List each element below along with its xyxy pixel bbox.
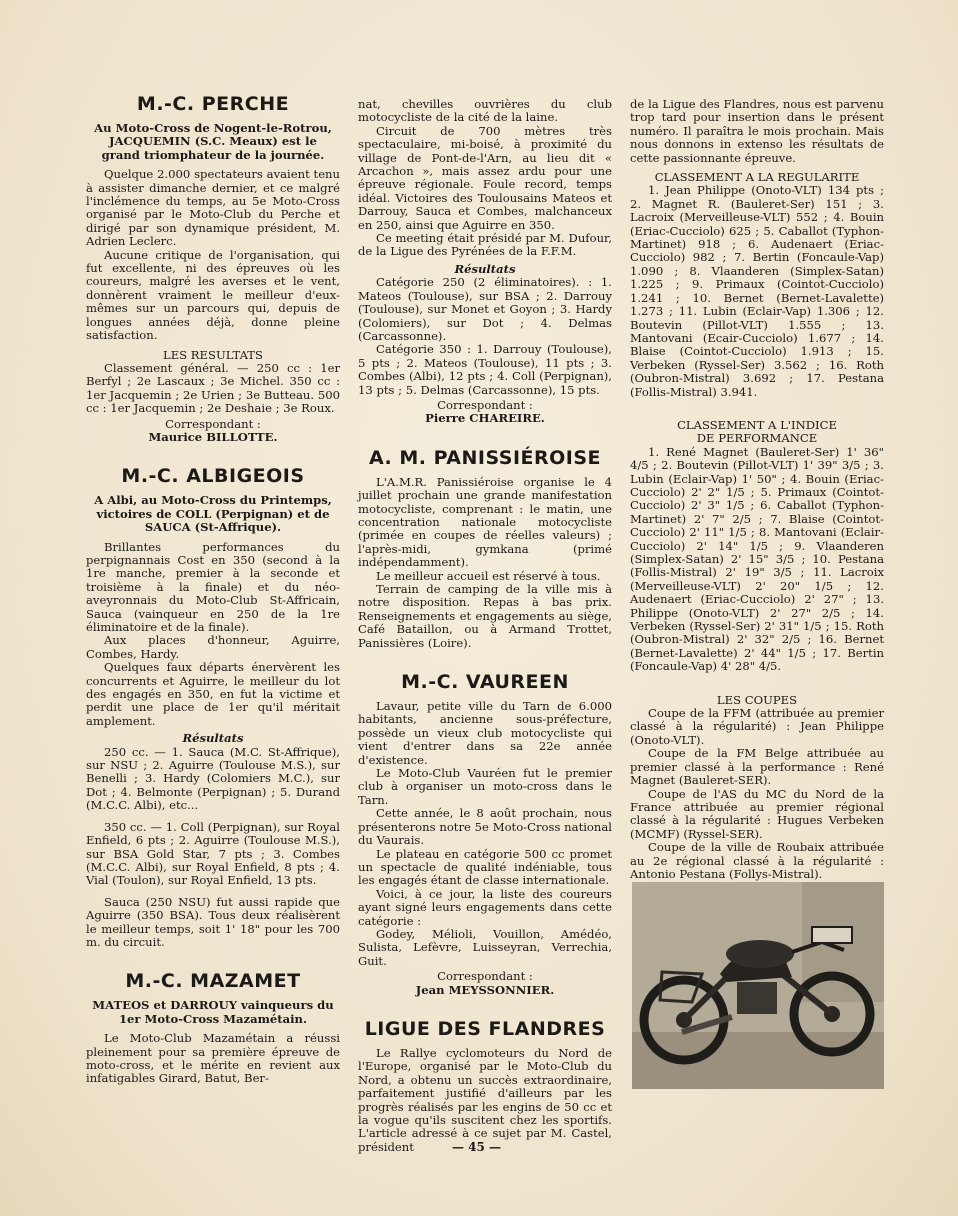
page-number: — 45 — (452, 1140, 502, 1154)
performance-results: 1. René Magnet (Bauleret-Ser) 1' 36" 4/5 ; 2. Boutevin (Pillot-VLT) 1' 39" 3/5 ; 3. Lubin (Eclair-Vap) 1' 50" ; 4. Bouin (Eriac-Cucciolo) 2' 2" 1/5 ; 5. Primaux (Cointot-Cucciolo) 2' 3" 1/5 ; 6. Caballot (Typhon-Martinet) 2' 7" 2/5 ; 7. Blaise (Cointot-Cucciolo) 2' 11" 1/5 ; 8. Mantovani (Eclair-Cucciolo) 2' 14" 1/5 ; 9. Vlaanderen (Simplex-Satan) 2' 15" 3/5 ; 10. Pestana (Follis-Mistral) 2' 19" 3/5 ; 11. Lacroix (Merveilleuse-VLT) 2' 20" 1/5 ; 12. Audenaert (Eriac-Cucciolo) 2' 27" ; 13. Philippe (Onoto-VLT) 2' 27" 2/5 ; 14. Verbeken (Ryssel-Ser) 2' 31" 1/5 ; 15. Roth (Oubron-Mistral) 2' 32" 2/5 ; 16. Bernet (Bernet-Lavalette) 2' 44" 1/5 ; 17. Bertin (Foncaule-Vap) 4' 28" 4/5. (630, 444, 884, 674)
lead-perche: Au Moto-Cross de Nogent-le-Rotrou, JACQUEMIN (S.C. Meaux) est le grand triomphateur de la journée. (94, 121, 332, 162)
performance-heading: CLASSEMENT A L'INDICE (677, 417, 837, 432)
column-middle (358, 98, 612, 1154)
correspondent-name: Jean MEYSSONNIER. (415, 982, 555, 997)
motorcycle-illustration (632, 882, 884, 1089)
results-250: 250 cc. — 1. Sauca (M.C. St-Affrique), sur NSU ; 2. Aguirre (Toulouse M.S.), sur Benelli ; 3. Hardy (Colomiers M.C.), sur Dot ; 4. Belmonte (Perpignan) ; 5. Durand (M.C.C. Albi), etc... (86, 744, 340, 813)
paragraph: Sauca (250 NSU) fut aussi rapide que Aguirre (350 BSA). Tous deux réalisèrent le meilleur temps, soit 1' 18" pour les 700 m. du circuit. (86, 894, 340, 949)
heading-panissieroise: A. M. PANISSIÉROISE (368, 446, 602, 469)
heading-perche: M.-C. PERCHE (136, 93, 290, 115)
column-left (86, 92, 340, 1086)
coupe-entry: Coupe de la FM Belge attribuée au premier classé à la performance : René Magnet (Bauleret-SER). (630, 746, 884, 788)
paragraph: Quelque 2.000 spectateurs avaient tenu à assister dimanche dernier, et ce malgré l'inclémence du temps, au 5e Moto-Cross organisé par le Moto-Club du Perche et dirigé par son dynamique président, M. Adrien Leclerc. (86, 167, 340, 249)
correspondent-label: Correspondant : (437, 969, 533, 984)
paragraph: Lavaur, petite ville du Tarn de 6.000 habitants, ancienne sous-préfecture, possède un vieux club motocycliste qui vient d'entrer dans sa 22e année d'existence. (358, 699, 612, 767)
paragraph: Cette année, le 8 août prochain, nous présenterons notre 5e Moto-Cross national du Vaurais. (358, 806, 612, 848)
paragraph: nat, chevilles ouvrières du club motocycliste de la cité de la laine. (358, 97, 612, 125)
results-350: 350 cc. — 1. Coll (Perpignan), sur Royal Enfield, 6 pts ; 2. Aguirre (Toulouse M.S.), sur BSA Gold Star, 7 pts ; 3. Combes (M.C.C. Albi), sur Royal Enfield, 8 pts ; 4. Vial (Toulon), sur Royal Enfield, 13 pts. (86, 819, 340, 888)
paragraph: Voici, à ce jour, la liste des coureurs ayant signé leurs engagements dans cette catégorie : (358, 886, 612, 928)
paragraph: Terrain de camping de la ville mis à notre disposition. Repas à bas prix. Renseignements et engagements au siège, Café Bataillon, ou à Armand Trottet, Panissières (Loire). (358, 582, 612, 650)
results-text: Classement général. — 250 cc : 1er Berfyl ; 2e Lascaux ; 3e Michel. 350 cc : 1er Jacquemin ; 2e Urien ; 3e Butteau. 500 cc : 1er Jacquemin ; 2e Deshaie ; 3e Roux. (86, 360, 340, 416)
correspondent-name: Pierre CHAREIRE. (425, 411, 545, 426)
motorcycle-photo (632, 882, 884, 1089)
heading-vaureen: M.-C. VAUREEN (401, 671, 569, 694)
column-right (630, 98, 884, 881)
coupe-entry: Coupe de la ville de Roubaix attribuée au 2e régional classé à la régularité : Antonio Pestana (Follys-Mistral). (630, 840, 884, 881)
paragraph: Quelques faux départs énervèrent les concurrents et Aguirre, le meilleur du lot des engagés en 350, en fut la victime et perdit une place de 1er qu'il méritait amplement. (86, 660, 340, 728)
paragraph: de la Ligue des Flandres, nous est parvenu trop tard pour insertion dans le présent numéro. Il paraîtra le mois prochain. Mais nous donnons in extenso les résultats de cette passionnante épreuve. (630, 97, 884, 165)
coupe-entry: Coupe de l'AS du MC du Nord de la France attribuée au premier régional classé à la régularité : Hugues Verbeken (MCMF) (Ryssel-SER). (630, 786, 884, 841)
regularity-heading: CLASSEMENT A LA REGULARITE (654, 170, 860, 185)
paragraph: Le meilleur accueil est réservé à tous. (376, 568, 601, 583)
coupe-entry: Coupe de la FFM (attribuée au premier classé à la régularité) : Jean Philippe (Onoto-VLT). (630, 706, 884, 747)
paragraph: Aux places d'honneur, Aguirre, Combes, Hardy. (86, 633, 340, 661)
heading-albigeois: M.-C. ALBIGEOIS (121, 465, 305, 488)
paragraph: Le plateau en catégorie 500 cc promet un spectacle de qualité indéniable, tous les engagés étant de classe internationale. (358, 846, 612, 888)
paragraph: Godey, Mélioli, Vouillon, Amédéo, Sulista, Lefèvre, Luisseyran, Verrechia, Guit. (358, 926, 612, 968)
paragraph: Circuit de 700 mètres très spectaculaire, mi-boisé, à proximité du village de Pont-de-l'Arn, au lieu dit « Arcachon », mais assez ardu pour une épreuve régionale. Foule record, temps idéal. Victoires des Toulousains Mateos et Darrouy, Sauca et Combes, malchanceux en 250, ainsi que Aguirre en 350. (358, 123, 612, 232)
paragraph: Brillantes performances du perpignannais Cost en 350 (second à la 1re manche, premier à la seconde et troisième à la finale) et du néo-aveyronnais du Moto-Club St-Affricain, Sauca (vainqueur en 250 de la 1re éliminatoire et de la finale). (86, 539, 340, 634)
results-heading: Résultats (454, 261, 516, 276)
lead-albigeois: A Albi, au Moto-Cross du Printemps, victoires de COLL (Perpignan) et de SAUCA (St-Affrique). (94, 493, 332, 535)
correspondent-label: Correspondant : (165, 416, 261, 431)
paragraph: L'A.M.R. Panissiéroise organise le 4 juillet prochain une grande manifestation motocycliste, comprenant : le matin, une concentration nationale motocycliste (primée en coupes de réelles valeurs) ; l'après-midi, gymkana (primé indépendamment). (358, 474, 612, 570)
paragraph: Le Moto-Club Vauréen fut le premier club à organiser un moto-cross dans le Tarn. (358, 766, 612, 807)
performance-heading-2: DE PERFORMANCE (696, 431, 818, 446)
paragraph: Ce meeting était présidé par M. Dufour, de la Ligue des Pyrénées de la F.F.M. (358, 231, 612, 259)
results-heading: LES RESULTATS (163, 347, 263, 362)
regularity-results: 1. Jean Philippe (Onoto-VLT) 134 pts ; 2. Magnet R. (Bauleret-Ser) 151 ; 3. Lacroix (Merveilleuse-VLT) 552 ; 4. Bouin (Eriac-Cucciolo) 625 ; 5. Caballot (Typhon-Martinet) 918 ; 6. Audenaert (Eriac-Cucciolo) 982 ; 7. Bertin (Foncaule-Vap) 1.090 ; 8. Vlaanderen (Simplex-Satan) 1.225 ; 9. Primaux (Cointot-Cucciolo) 1.241 ; 10. Bernet (Bernet-Lavalette) 1.273 ; 11. Lubin (Eclair-Vap) 1.306 ; 12. Boutevin (Pillot-VLT) 1.555 ; 13. Mantovani (Ecair-Cucciolo) 1.677 ; 14. Blaise (Cointot-Cucciolo) 1.913 ; 15. Verbeken (Ryssel-Ser) 3.562 ; 16. Roth (Oubron-Mistral) 3.692 ; 17. Pestana (Follis-Mistral) 3.941. (630, 183, 884, 399)
paragraph: Le Moto-Club Mazamétain a réussi pleinement pour sa première épreuve de moto-cross, et le mérite en revient aux infatigables Girard, Batut, Ber- (86, 1031, 340, 1086)
paragraph: Le Rallye cyclomoteurs du Nord de l'Europe, organisé par le Moto-Club du Nord, a obtenu un succès extraordinaire, parfaitement justifié d'ailleurs par les progrès réalisés par les engins de 50 cc et la vogue qu'ils suscitent chez les sportifs. L'article adressé à ce sujet par M. Castel, président (358, 1045, 612, 1154)
heading-mazamet: M.-C. MAZAMET (125, 970, 301, 993)
correspondent-label: Correspondant : (437, 397, 533, 412)
paragraph: Aucune critique de l'organisation, qui fut excellente, ni des épreuves où les coureurs, malgré les averses et le vent, donnèrent vraiment le meilleur d'eux-mêmes sur un parcours qui, depuis de longues années déjà, donne pleine satisfaction. (86, 247, 340, 343)
correspondent-name: Maurice BILLOTTE. (148, 429, 278, 444)
lead-mazamet: MATEOS et DARROUY vainqueurs du 1er Moto-Cross Mazamétain. (92, 998, 334, 1026)
coupes-heading: LES COUPES (716, 692, 798, 707)
heading-flandres: LIGUE DES FLANDRES (364, 1017, 606, 1040)
results-250: Catégorie 250 (2 éliminatoires). : 1. Mateos (Toulouse), sur BSA ; 2. Darrouy (Toulouse), sur Monet et Goyon ; 3. Hardy (Colomiers), sur Dot ; 4. Delmas (Carcassonne). (358, 275, 612, 343)
results-heading: Résultats (182, 731, 244, 746)
results-350: Catégorie 350 : 1. Darrouy (Toulouse), 5 pts ; 2. Mateos (Toulouse), 11 pts ; 3. Combes (Albi), 12 pts ; 4. Coll (Perpignan), 13 pts ; 5. Delmas (Carcassonne), 15 pts. (358, 342, 612, 397)
